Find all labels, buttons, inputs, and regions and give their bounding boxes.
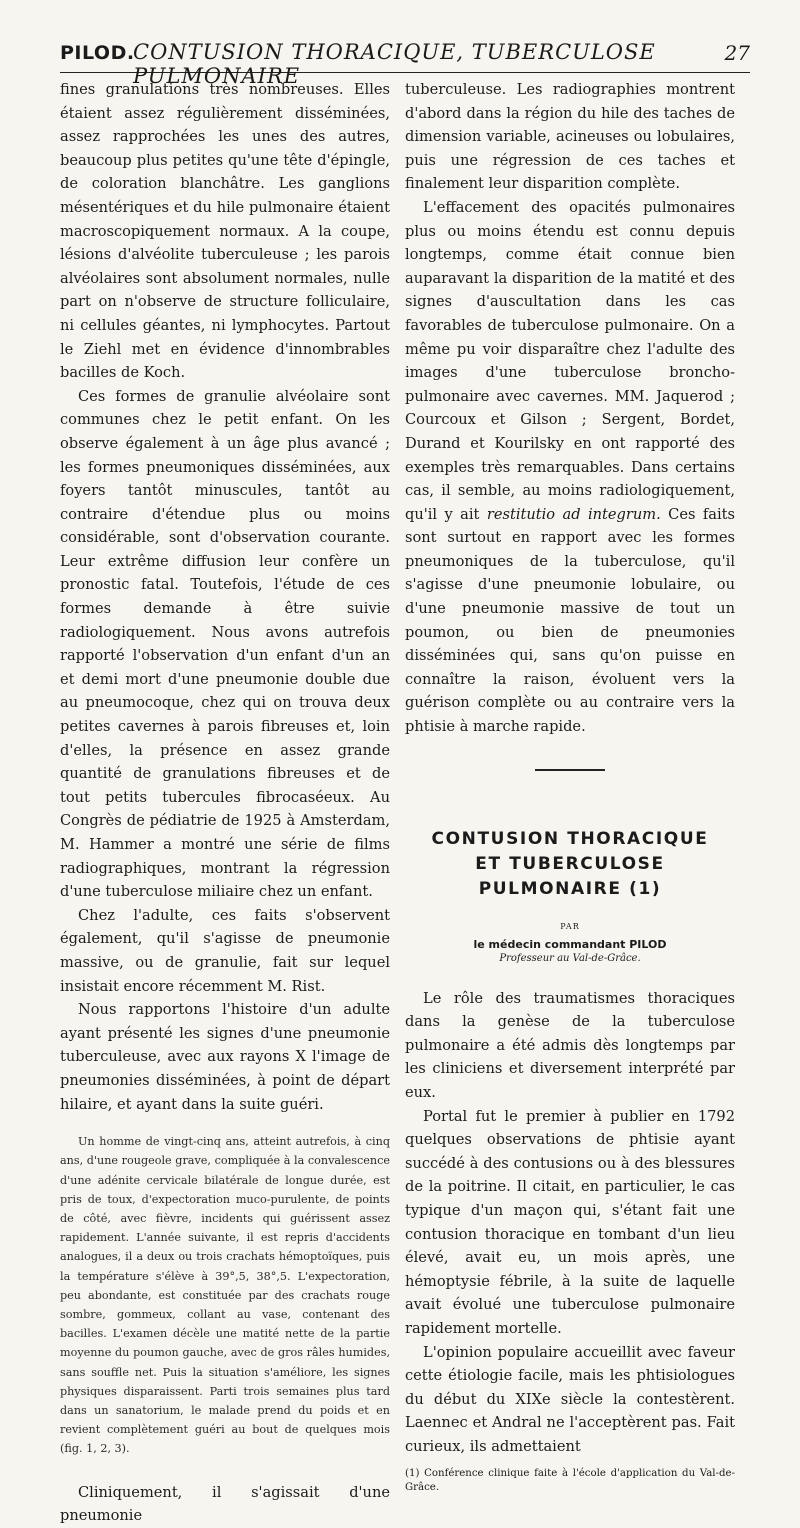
- par-label: PAR: [560, 921, 580, 931]
- byline: le médecin commandant PILOD: [473, 937, 667, 951]
- observation-block: [60, 1132, 390, 1458]
- paragraph-text: Ces faits sont surtout en rapport avec les formes pneumoniques de la tuberculose, qu'il s'agisse d'une pneumonie lobulaire, ou d'une pneumonie massive de tout un poumon, ou bien de pneumonies disséminées qui, sans qu'on puisse en connaître la raison, évoluent vers la guérison complète ou au contraire vers la phtisie à marche rapide.: [405, 505, 736, 736]
- latin-phrase: restitutio ad integrum.: [486, 505, 661, 523]
- paragraph: fines granulations très nombreuses. Elles étaient assez régulièrement disséminées, assez rapprochées les unes des autres, beaucoup plus petites qu'une tête d'épingle, de coloration blanchâtre. Les ganglions mésentériques et du hile pulmonaire étaient macroscopiquement normaux. A la coupe, lésions d'alvéolite tuberculeuse ; les parois alvéolaires sont absolument normales, nulle part on n'observe de structure folliculaire, ni cellules géantes, ni lymphocytes. Partout le Ziehl met en évidence d'innombrables bacilles de Koch.: [60, 81, 390, 382]
- page-number: 27: [724, 41, 750, 65]
- article-title-line: CONTUSION THORACIQUE: [431, 828, 709, 849]
- paragraph: Nous rapportons l'histoire d'un adulte ayant présenté les signes d'une pneumonie tuberculeuse, avec aux rayons X l'image de pneumonies disséminées, à point de départ hilaire, et ayant dans la suite guéri.: [60, 1001, 390, 1113]
- header-title: CONTUSION THORACIQUE, TUBERCULOSE PULMONAIRE: [133, 40, 656, 88]
- paragraph: Cliniquement, il s'agissait d'une pneumonie: [60, 1483, 390, 1525]
- article-title: [405, 827, 735, 902]
- running-header: [60, 40, 750, 88]
- article-title-line: PULMONAIRE (1): [478, 878, 662, 899]
- paragraph: Ces formes de granulie alvéolaire sont communes chez le petit enfant. On les observe également à un âge plus avancé ; les formes pneumoniques disséminées, aux foyers tantôt minuscules, tantôt au contraire d'étendue plus ou moins considérable, sont d'observation courante. Leur extrême diffusion leur confère un pronostic fatal. Toutefois, l'étude de ces formes demande à être suivie radiologiquement. Nous avons autrefois rapporté l'observation d'un enfant d'un an et demi mort d'une pneumonie double due au pneumocoque, chez qui on trouva deux petites cavernes à parois fibreuses et, loin d'elles, la présence en assez grande quantité de granulations fibreuses et de tout petits tubercules fibrocaséeux. Au Congrès de pédiatrie de 1925 à Amsterdam, M. Hammer a montré une série de films radiographiques, montrant la régression d'une tuberculose miliaire chez un enfant.: [60, 387, 390, 901]
- paragraph: tuberculeuse. Les radiographies montrent d'abord dans la région du hile des taches de dimension variable, acineuses ou lobulaires, puis une régression de ces taches et finalement leur disparition complète.: [405, 81, 735, 193]
- paragraph: Chez l'adulte, ces faits s'observent également, qu'il s'agisse de pneumonie massive, ou de granulie, fait sur lequel insistait encore récemment M. Rist.: [60, 906, 390, 995]
- paragraph: [405, 196, 735, 739]
- paragraph: Le rôle des traumatismes thoraciques dans la genèse de la tuberculose pulmonaire a été admis dès longtemps par les cliniciens et diversement interprété par eux.: [405, 989, 735, 1101]
- left-column: [60, 78, 390, 1528]
- section-divider: [535, 769, 605, 771]
- affiliation: Professeur au Val-de-Grâce.: [499, 952, 641, 964]
- observation-text: Un homme de vingt-cinq ans, atteint autrefois, à cinq ans, d'une rougeole grave, compliquée à la convalescence d'une adénite cervicale bilatérale de longue durée, est pris de toux, d'expectoration muco-purulente, de points de côté, avec fièvre, incidents qui guérissent assez rapidement. L'année suivante, il est repris d'accidents analogues, il a deux ou trois crachats hémoptoïques, puis la température s'élève à 39°,5, 38°,5. L'expectoration, peu abondante, est constituée par des crachats rouge sombre, gommeux, collant au vase, contenant des bacilles. L'examen décèle une matité nette de la partie moyenne du poumon gauche, avec de gros râles humides, sans souffle net. Puis la situation s'améliore, les signes physiques disparaissent. Parti trois semaines plus tard dans un sanatorium, le malade prend du poids et en revient complètement guéri au bout de quelques mois (fig. 1, 2, 3).: [60, 1135, 390, 1456]
- paragraph: L'opinion populaire accueillit avec faveur cette étiologie facile, mais les phtisiologues du début du XIXe siècle la contestèrent. Laennec et Andral ne l'acceptèrent pas. Fait curieux, ils admettaient: [405, 1343, 735, 1455]
- paragraph: Portal fut le premier à publier en 1792 quelques observations de phtisie ayant succédé à des contusions ou à des blessures de la poitrine. Il citait, en particulier, le cas typique d'un maçon qui, s'étant fait une contusion thoracique en tombant d'un lieu élevé, avait eu, un mois après, une hémoptysie fébrile, à la suite de laquelle avait évolué une tuberculose pulmonaire rapidement mortelle.: [405, 1107, 735, 1337]
- footnote: (1) Conférence clinique faite à l'école d'application du Val-de-Grâce.: [405, 1467, 735, 1493]
- article-title-line: ET TUBERCULOSE: [475, 853, 665, 874]
- article-body: [405, 987, 735, 1459]
- paragraph-text: L'effacement des opacités pulmonaires plus ou moins étendu est connu depuis longtemps, comme était connue bien auparavant la disparition de la matité et des signes d'auscultation dans les cas favorables de tuberculose pulmonaire. On a même pu voir disparaître chez l'adulte des images d'une tuberculose broncho-pulmonaire avec cavernes. MM. Jaquerod ; Courcoux et Gilson ; Sergent, Bordet, Durand et Kourilsky en ont rapporté des exemples très remarquables. Dans certains cas, il semble, au moins radiologiquement, qu'il y ait: [405, 198, 735, 523]
- header-author: PILOD.: [60, 42, 135, 64]
- right-column: [405, 78, 735, 1495]
